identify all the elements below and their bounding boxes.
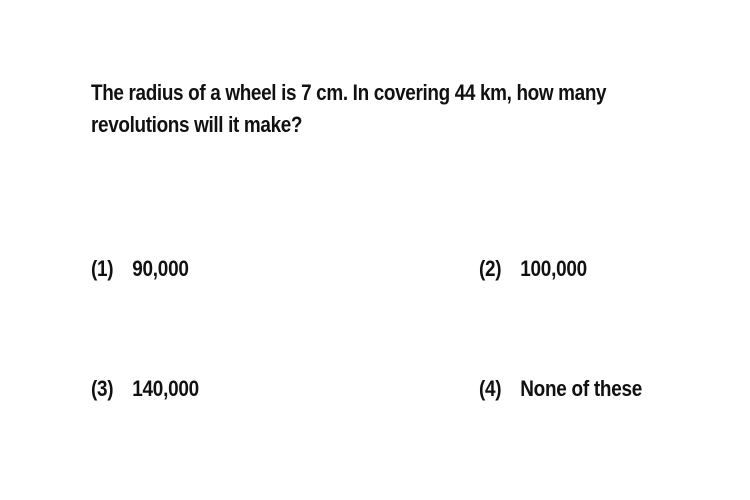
option-3-number: (3) xyxy=(91,376,114,401)
question-line-2: revolutions will it make? xyxy=(91,112,303,137)
option-4 xyxy=(479,375,642,403)
option-1 xyxy=(91,255,189,283)
option-2 xyxy=(479,255,587,283)
option-4-number: (4) xyxy=(479,376,502,401)
question-text xyxy=(91,77,607,141)
option-4-text: None of these xyxy=(520,376,643,401)
option-2-number: (2) xyxy=(479,256,502,281)
question-line-1: The radius of a wheel is 7 cm. In covering 44 km, how many xyxy=(91,80,607,105)
option-3 xyxy=(91,375,199,403)
option-1-number: (1) xyxy=(91,256,114,281)
option-3-text: 140,000 xyxy=(132,376,199,401)
option-2-text: 100,000 xyxy=(520,256,587,281)
option-1-text: 90,000 xyxy=(132,256,189,281)
